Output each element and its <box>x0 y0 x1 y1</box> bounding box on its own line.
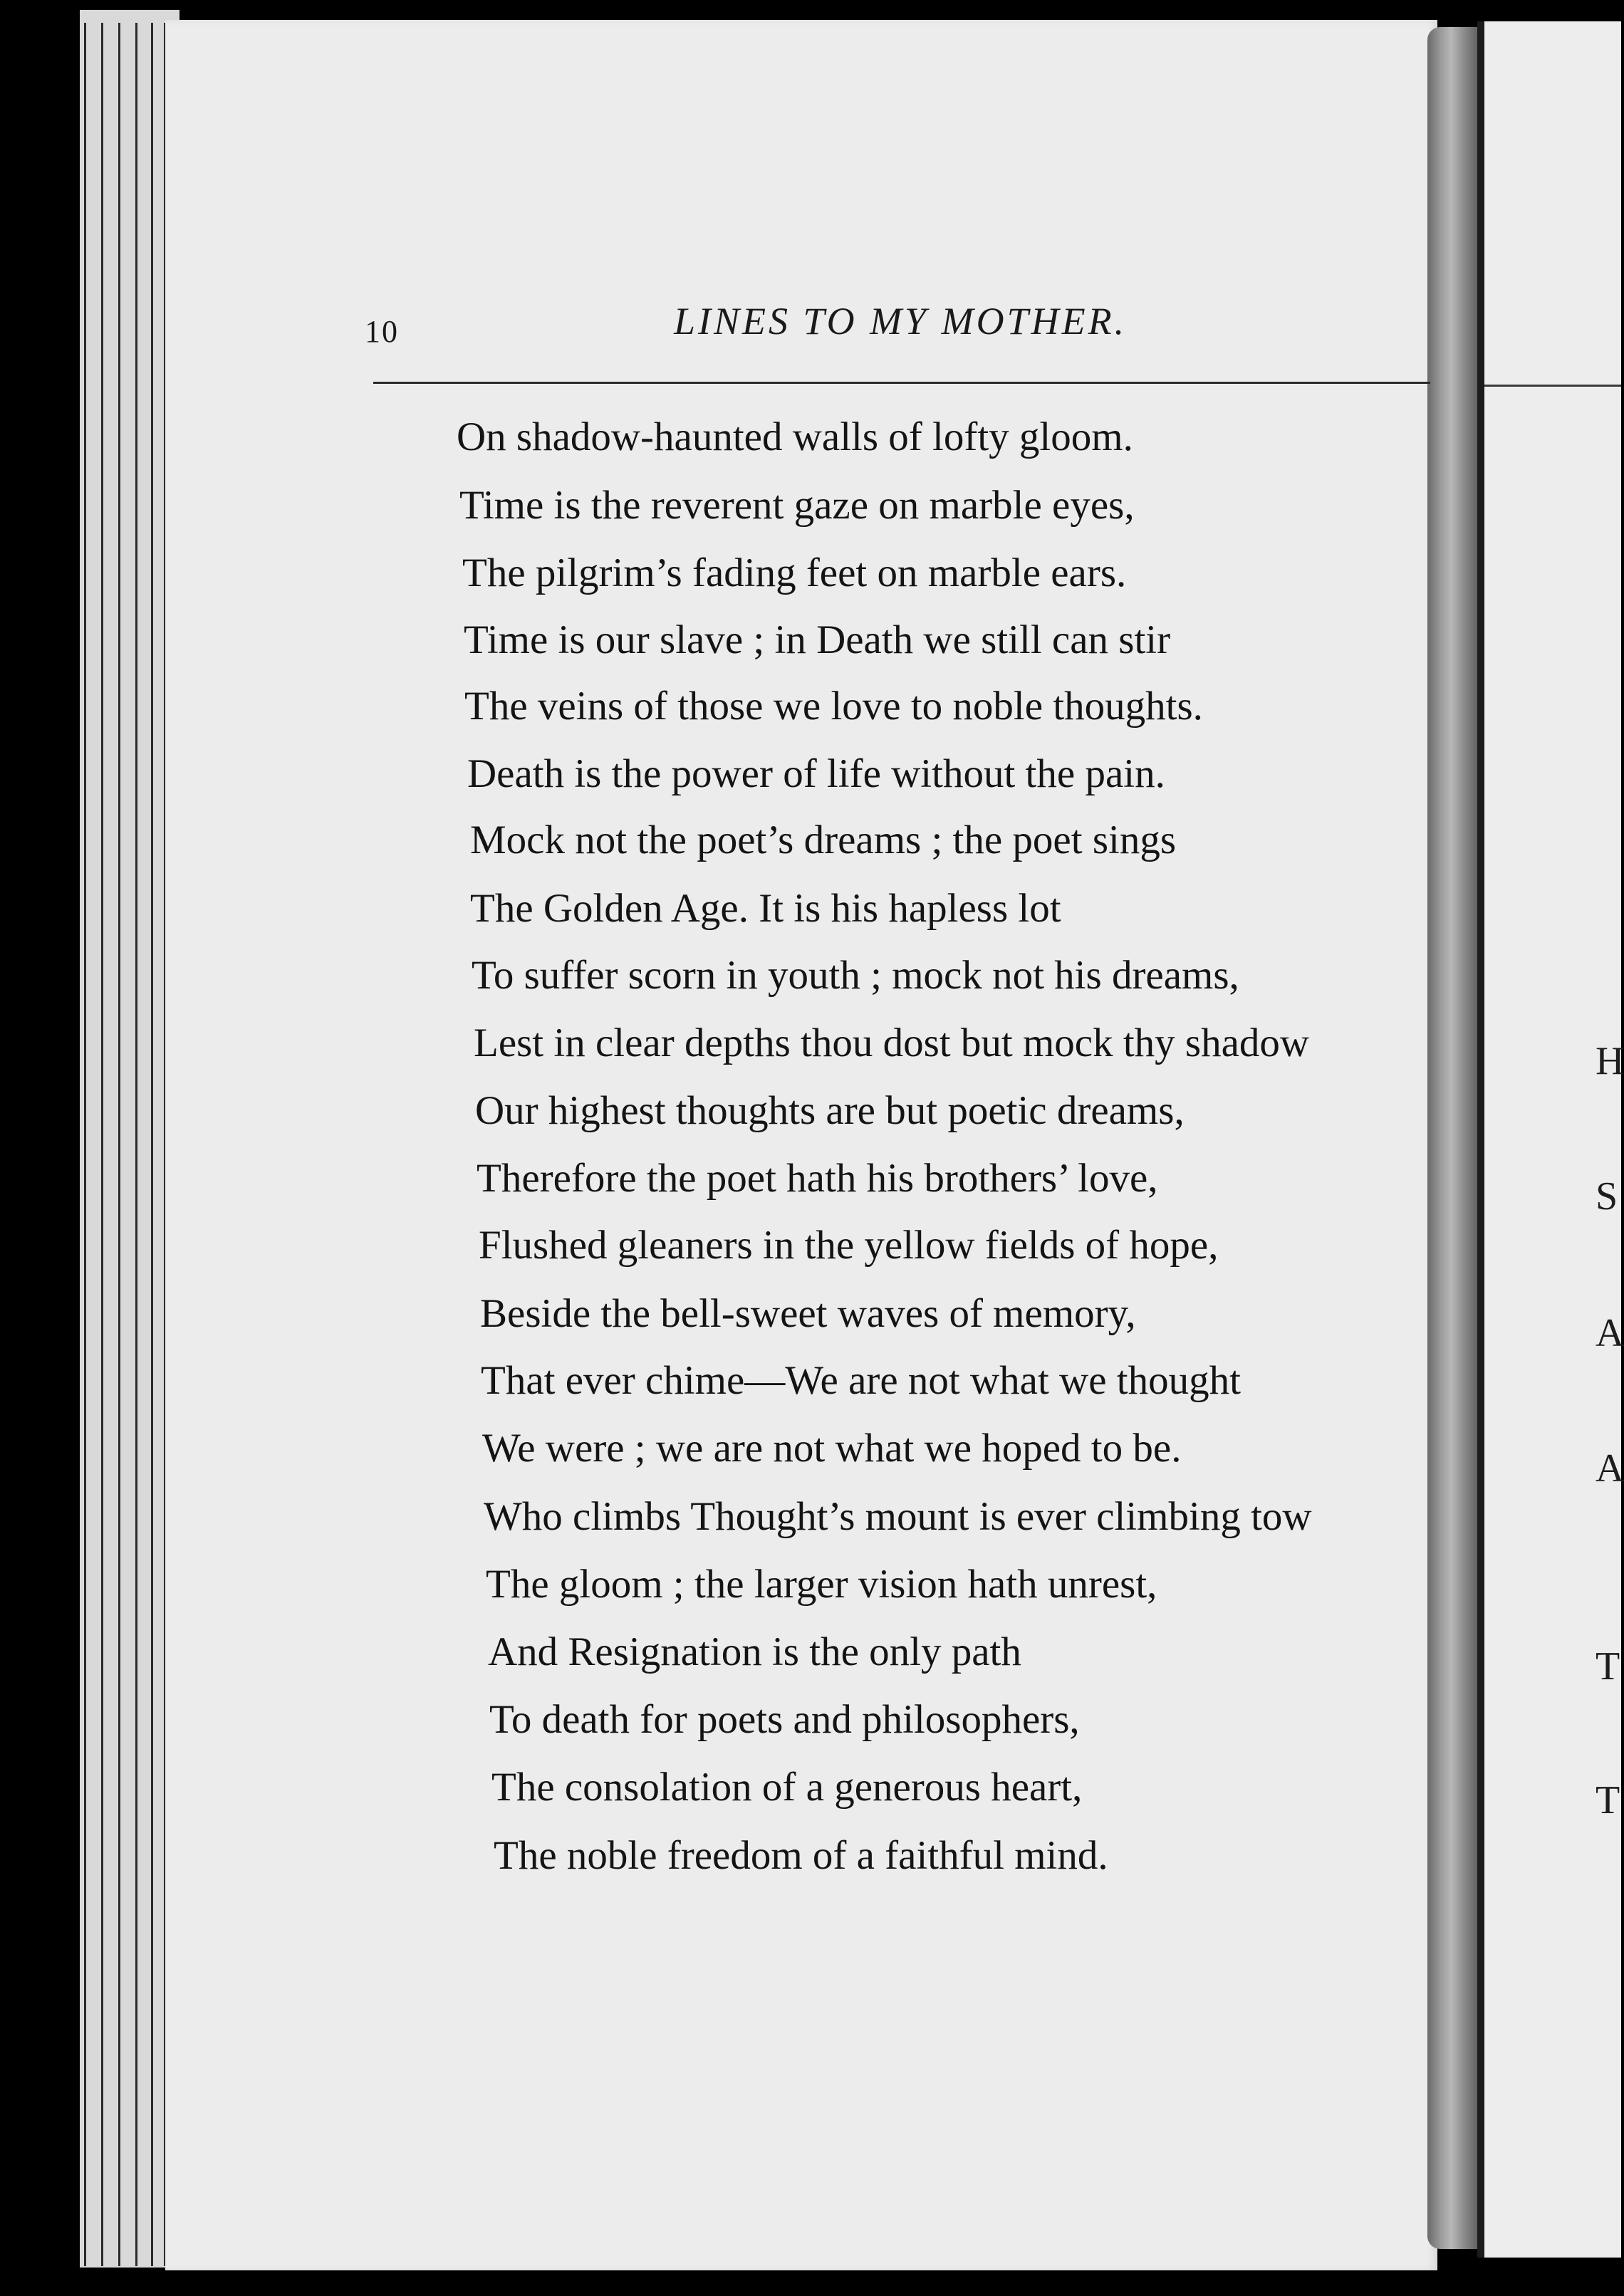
poem-line: Who climbs Thought’s mount is ever climbing tow <box>484 1494 1312 1539</box>
poem-line: Death is the power of life without the pain. <box>467 751 1165 796</box>
poem-line: The pilgrim’s fading feet on marble ears. <box>462 550 1127 595</box>
right-page-letter: T <box>1596 1778 1620 1822</box>
poem-line: The Golden Age. It is his hapless lot <box>470 886 1061 931</box>
right-page-letter: A <box>1596 1446 1624 1491</box>
poem-line: Beside the bell-sweet waves of memory, <box>480 1291 1136 1336</box>
poem-line: We were ; we are not what we hoped to be. <box>482 1426 1182 1471</box>
page-number: 10 <box>365 314 399 349</box>
poem-line: And Resignation is the only path <box>488 1629 1021 1674</box>
poem-line: On shadow-haunted walls of lofty gloom. <box>457 414 1133 459</box>
poem-line: The consolation of a generous heart, <box>491 1765 1083 1810</box>
poem-line: Time is the reverent gaze on marble eyes, <box>459 483 1135 528</box>
poem-line: Time is our slave ; in Death we still can stir <box>464 617 1171 662</box>
poem-line: The gloom ; the larger vision hath unrest, <box>486 1562 1157 1607</box>
right-page-letter: T <box>1596 1644 1620 1689</box>
poem-line: Flushed gleaners in the yellow fields of hope, <box>479 1223 1219 1268</box>
right-page <box>1483 21 1621 2258</box>
right-page-letter: S <box>1596 1174 1618 1219</box>
poem-line: Lest in clear depths thou dost but mock thy shadow <box>474 1021 1310 1065</box>
poem-line: To suffer scorn in youth ; mock not his dreams, <box>472 953 1239 998</box>
poem-line: The noble freedom of a faithful mind. <box>494 1833 1108 1878</box>
header-rule <box>373 382 1430 384</box>
book-gutter <box>1427 27 1480 2249</box>
poem-line: That ever chime—We are not what we thought <box>481 1358 1241 1403</box>
poem-line: Our highest thoughts are but poetic dreams, <box>475 1088 1185 1133</box>
right-page-letter: H <box>1596 1039 1624 1083</box>
right-page-letter: A <box>1596 1311 1624 1355</box>
running-head: LINES TO MY MOTHER. <box>674 300 1128 343</box>
poem-line: The veins of those we love to noble thoughts. <box>464 684 1203 729</box>
gutter-shadow <box>1477 21 1484 2258</box>
poem-line: Mock not the poet’s dreams ; the poet sings <box>470 818 1177 862</box>
poem-line: To death for poets and philosophers, <box>489 1697 1080 1742</box>
right-page-rule <box>1483 385 1621 387</box>
poem-line: Therefore the poet hath his brothers’ love, <box>477 1156 1158 1201</box>
